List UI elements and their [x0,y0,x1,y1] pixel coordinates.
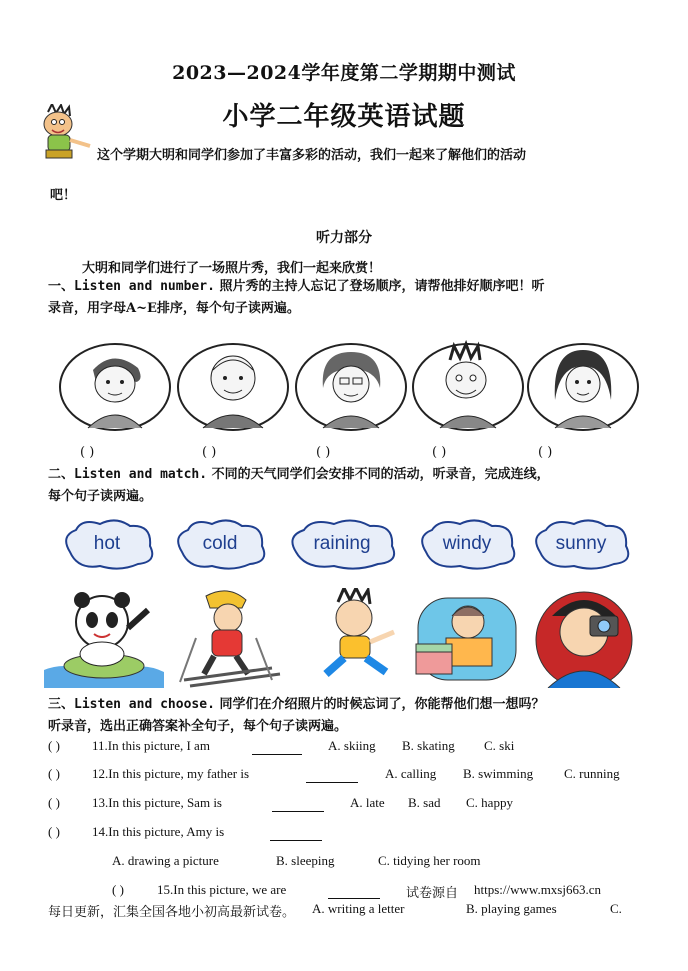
q15-blank[interactable] [328,884,380,899]
part3-prefix: 三、 [48,697,75,712]
q14-blank[interactable] [270,826,322,841]
boy-running-picture[interactable] [326,588,394,674]
footer-update-text: 每日更新，汇集全国各地小初高最新试卷。 [48,904,296,919]
boy-camera-picture[interactable] [536,592,632,688]
q12-option-a[interactable]: A. calling [385,766,437,781]
answer-slot-2[interactable]: ( ) [202,445,217,460]
q12-text: 12.In this picture, my father is [92,766,250,781]
part2-instruction-line1 [48,464,550,486]
q12-paren[interactable]: ( ) [48,766,60,781]
part1-instruction-line2: 录音，用字母A~E排序，每个句子读两遍。 [48,301,300,316]
cloud-label-raining: raining [313,533,371,554]
cloud-label-cold: cold [202,533,238,554]
q15-source-label: 试卷源自 [406,885,459,900]
q15-paren[interactable]: ( ) [112,882,124,897]
part3-english: Listen and choose. [74,697,215,712]
q14-option-a[interactable]: A. drawing a picture [112,853,219,868]
part2-prefix: 二、 [48,467,75,482]
cloud-raining[interactable] [292,520,394,568]
q15-option-b[interactable]: B. playing games [466,901,557,916]
portrait-5 [528,344,638,430]
answer-slot-1[interactable]: ( ) [80,445,95,460]
cloud-label-windy: windy [442,533,492,554]
q13-blank[interactable] [272,797,324,812]
part1-text: 照片秀的主持人忘记了登场顺序，请帮他排好顺序吧！听 [219,279,545,294]
q12-blank[interactable] [306,768,358,783]
q15-text: 15.In this picture, we are [157,882,287,897]
q14-text: 14.In this picture, Amy is [92,824,225,839]
part1-prefix: 一、 [48,279,75,294]
portrait-3 [296,344,406,430]
listening-section-title: 听力部分 [316,230,372,246]
weather-cloud-row [60,516,640,574]
portrait-4 [413,344,523,430]
q15-option-a[interactable]: A. writing a letter [312,901,405,916]
exam-title: 2023—2024学年度第二学期期中测试 [172,62,516,84]
part2-instruction-line2: 每个句子读两遍。 [48,489,153,504]
answer-slot-4[interactable]: ( ) [432,445,447,460]
part3-text: 同学们在介绍照片的时候忘词了，你能帮他们想一想吗？ [219,697,545,712]
q11-option-c[interactable]: C. ski [484,738,515,753]
q11-option-b[interactable]: B. skating [402,738,455,753]
q13-text: 13.In this picture, Sam is [92,795,222,810]
part1-english: Listen and number. [74,279,215,294]
exam-subtitle: 小学二年级英语试题 [222,102,466,132]
panda-swimming-picture[interactable] [44,592,164,688]
cloud-hot[interactable] [66,520,152,568]
q14-option-b[interactable]: B. sleeping [276,853,335,868]
portrait-row [58,340,643,436]
q11-blank[interactable] [252,740,302,755]
q14-paren[interactable]: ( ) [48,824,60,839]
q11-text: 11.In this picture, I am [92,738,210,753]
part2-english: Listen and match. [74,467,208,482]
part2-text: 不同的天气同学们会安排不同的活动，听录音，完成连线， [211,467,550,482]
part3-instruction-line2: 听录音，选出正确答案补全句子，每个句子读两遍。 [48,719,348,734]
q13-paren[interactable]: ( ) [48,795,60,810]
boy-skiing-picture[interactable] [180,591,280,686]
q12-option-c[interactable]: C. running [564,766,620,781]
mascot-boy-illustration [34,104,94,162]
intro-line-1: 这个学期大明和同学们参加了丰富多彩的活动，我们一起来了解他们的活动 [97,148,527,163]
intro-line-2: 吧！ [50,188,77,203]
cloud-cold[interactable] [178,520,264,568]
answer-slot-3[interactable]: ( ) [316,445,331,460]
q11-paren[interactable]: ( ) [48,738,60,753]
girl-reading-picture[interactable] [416,598,516,680]
cloud-windy[interactable] [422,520,514,568]
cloud-sunny[interactable] [536,520,628,568]
q15-source-url[interactable]: https://www.mxsj663.cn [474,882,601,897]
q14-option-c[interactable]: C. tidying her room [378,853,481,868]
cloud-label-hot: hot [93,533,121,554]
q13-option-a[interactable]: A. late [350,795,385,810]
q15-option-c[interactable]: C. [610,901,622,916]
part1-instruction-line1 [48,276,544,298]
answer-slot-5[interactable]: ( ) [538,445,553,460]
q11-option-a[interactable]: A. skiing [328,738,376,753]
q12-option-b[interactable]: B. swimming [463,766,534,781]
q13-option-c[interactable]: C. happy [466,795,513,810]
activity-picture-row [44,588,644,688]
q13-option-b[interactable]: B. sad [408,795,441,810]
portrait-1 [60,344,170,430]
cloud-label-sunny: sunny [555,533,607,554]
portrait-2 [178,344,288,430]
part3-instruction-line1 [48,694,544,716]
listening-lead: 大明和同学们进行了一场照片秀，我们一起来欣赏！ [82,261,382,276]
